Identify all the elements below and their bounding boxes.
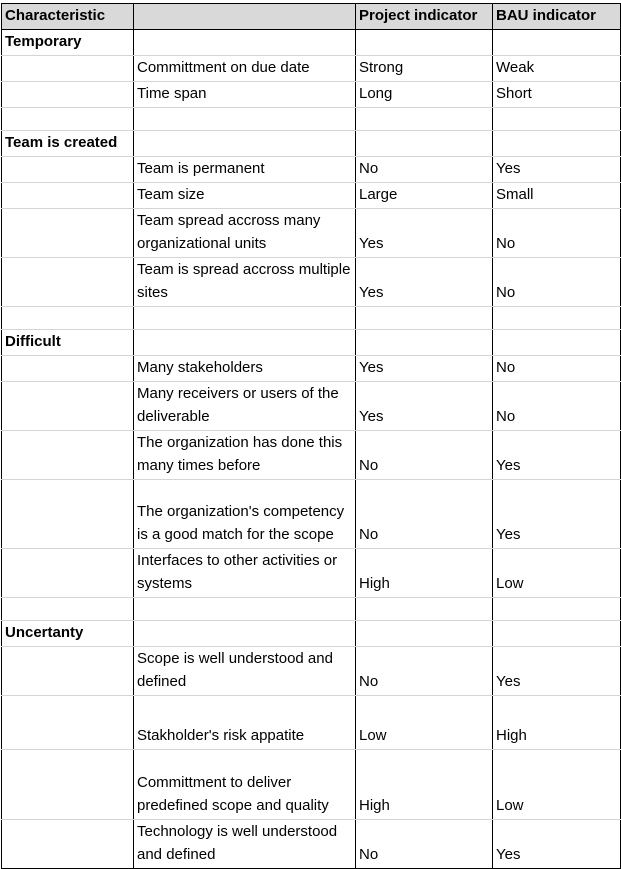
project-indicator-cell	[356, 131, 493, 157]
header-row	[2, 4, 621, 30]
section-row	[2, 330, 621, 356]
characteristic-cell	[2, 647, 134, 696]
sub-characteristic-cell	[134, 131, 356, 157]
characteristic-cell: Uncertanty	[2, 621, 134, 647]
characteristic-cell	[2, 750, 134, 820]
sub-characteristic-cell: Scope is well understood and defined	[134, 647, 356, 696]
bau-indicator-cell: No	[493, 258, 621, 307]
bau-indicator-cell: No	[493, 382, 621, 431]
characteristic-cell	[2, 82, 134, 108]
project-indicator-cell: Low	[356, 696, 493, 750]
characteristic-cell	[2, 56, 134, 82]
sub-characteristic-cell: Technology is well understood and defined	[134, 820, 356, 869]
header-project-indicator: Project indicator	[356, 4, 493, 30]
characteristic-cell	[2, 157, 134, 183]
bau-indicator-cell	[493, 108, 621, 131]
sub-characteristic-cell: Team spread accross many organizational units	[134, 209, 356, 258]
sub-characteristic-cell	[134, 108, 356, 131]
sub-characteristic-cell: Team is spread accross multiple sites	[134, 258, 356, 307]
project-indicator-cell	[356, 307, 493, 330]
project-indicator-cell: Large	[356, 183, 493, 209]
table-row	[2, 258, 621, 307]
bau-indicator-cell: Small	[493, 183, 621, 209]
project-indicator-cell	[356, 621, 493, 647]
characteristic-cell	[2, 598, 134, 621]
characteristic-cell	[2, 480, 134, 549]
table-row	[2, 82, 621, 108]
table-row	[2, 307, 621, 330]
bau-indicator-cell: Yes	[493, 820, 621, 869]
project-indicator-cell: No	[356, 431, 493, 480]
sub-characteristic-cell: The organization's competency is a good match for the scope	[134, 480, 356, 549]
bau-indicator-cell: Yes	[493, 647, 621, 696]
project-indicator-cell: Strong	[356, 56, 493, 82]
characteristic-cell	[2, 209, 134, 258]
table-row	[2, 431, 621, 480]
bau-indicator-cell: Yes	[493, 431, 621, 480]
bau-indicator-cell: Short	[493, 82, 621, 108]
bau-indicator-cell: High	[493, 696, 621, 750]
sub-characteristic-cell: The organization has done this many times before	[134, 431, 356, 480]
project-indicator-cell: No	[356, 647, 493, 696]
characteristic-cell	[2, 820, 134, 869]
characteristic-cell	[2, 258, 134, 307]
section-row	[2, 621, 621, 647]
project-indicator-cell	[356, 30, 493, 56]
bau-indicator-cell: Weak	[493, 56, 621, 82]
sub-characteristic-cell: Stakholder's risk appatite	[134, 696, 356, 750]
section-row	[2, 30, 621, 56]
characteristic-cell	[2, 431, 134, 480]
table-row	[2, 157, 621, 183]
table-row	[2, 480, 621, 549]
sub-characteristic-cell	[134, 30, 356, 56]
project-indicator-cell: Long	[356, 82, 493, 108]
table-row	[2, 108, 621, 131]
header-characteristic: Characteristic	[2, 4, 134, 30]
sub-characteristic-cell	[134, 598, 356, 621]
sub-characteristic-cell: Committment to deliver predefined scope and quality	[134, 750, 356, 820]
sub-characteristic-cell: Team is permanent	[134, 157, 356, 183]
bau-indicator-cell	[493, 598, 621, 621]
bau-indicator-cell	[493, 621, 621, 647]
bau-indicator-cell: No	[493, 356, 621, 382]
characteristic-cell: Team is created	[2, 131, 134, 157]
table-row	[2, 56, 621, 82]
sub-characteristic-cell	[134, 330, 356, 356]
bau-indicator-cell	[493, 30, 621, 56]
project-indicator-cell: High	[356, 750, 493, 820]
project-indicator-cell: Yes	[356, 209, 493, 258]
bau-indicator-cell: Low	[493, 750, 621, 820]
sub-characteristic-cell: Committment on due date	[134, 56, 356, 82]
table-row	[2, 183, 621, 209]
table-row	[2, 820, 621, 869]
table-row	[2, 356, 621, 382]
characteristic-cell	[2, 696, 134, 750]
project-indicator-cell: No	[356, 480, 493, 549]
project-indicator-cell	[356, 598, 493, 621]
project-indicator-cell: High	[356, 549, 493, 598]
project-indicator-cell: Yes	[356, 258, 493, 307]
sub-characteristic-cell: Many stakeholders	[134, 356, 356, 382]
characteristic-cell	[2, 183, 134, 209]
characteristic-cell	[2, 108, 134, 131]
section-row	[2, 131, 621, 157]
bau-indicator-cell	[493, 330, 621, 356]
characteristic-cell	[2, 307, 134, 330]
table-row	[2, 696, 621, 750]
table-row	[2, 382, 621, 431]
project-indicator-cell	[356, 108, 493, 131]
header-blank	[134, 4, 356, 30]
bau-indicator-cell: Yes	[493, 157, 621, 183]
sub-characteristic-cell: Interfaces to other activities or systems	[134, 549, 356, 598]
bau-indicator-cell: Low	[493, 549, 621, 598]
characteristic-cell	[2, 356, 134, 382]
project-indicator-cell	[356, 330, 493, 356]
project-indicator-cell: Yes	[356, 382, 493, 431]
project-indicator-cell: No	[356, 820, 493, 869]
characteristic-cell	[2, 382, 134, 431]
bau-indicator-cell	[493, 307, 621, 330]
characteristic-cell: Difficult	[2, 330, 134, 356]
project-indicator-cell: Yes	[356, 356, 493, 382]
bau-indicator-cell: Yes	[493, 480, 621, 549]
characteristics-table	[1, 3, 621, 869]
table-row	[2, 209, 621, 258]
sub-characteristic-cell: Team size	[134, 183, 356, 209]
bau-indicator-cell	[493, 131, 621, 157]
characteristic-cell: Temporary	[2, 30, 134, 56]
sub-characteristic-cell	[134, 307, 356, 330]
header-bau-indicator: BAU indicator	[493, 4, 621, 30]
table-row	[2, 549, 621, 598]
sub-characteristic-cell: Time span	[134, 82, 356, 108]
table-row	[2, 750, 621, 820]
table-row	[2, 647, 621, 696]
table-row	[2, 598, 621, 621]
characteristic-cell	[2, 549, 134, 598]
project-indicator-cell: No	[356, 157, 493, 183]
bau-indicator-cell: No	[493, 209, 621, 258]
sub-characteristic-cell	[134, 621, 356, 647]
sub-characteristic-cell: Many receivers or users of the deliverable	[134, 382, 356, 431]
